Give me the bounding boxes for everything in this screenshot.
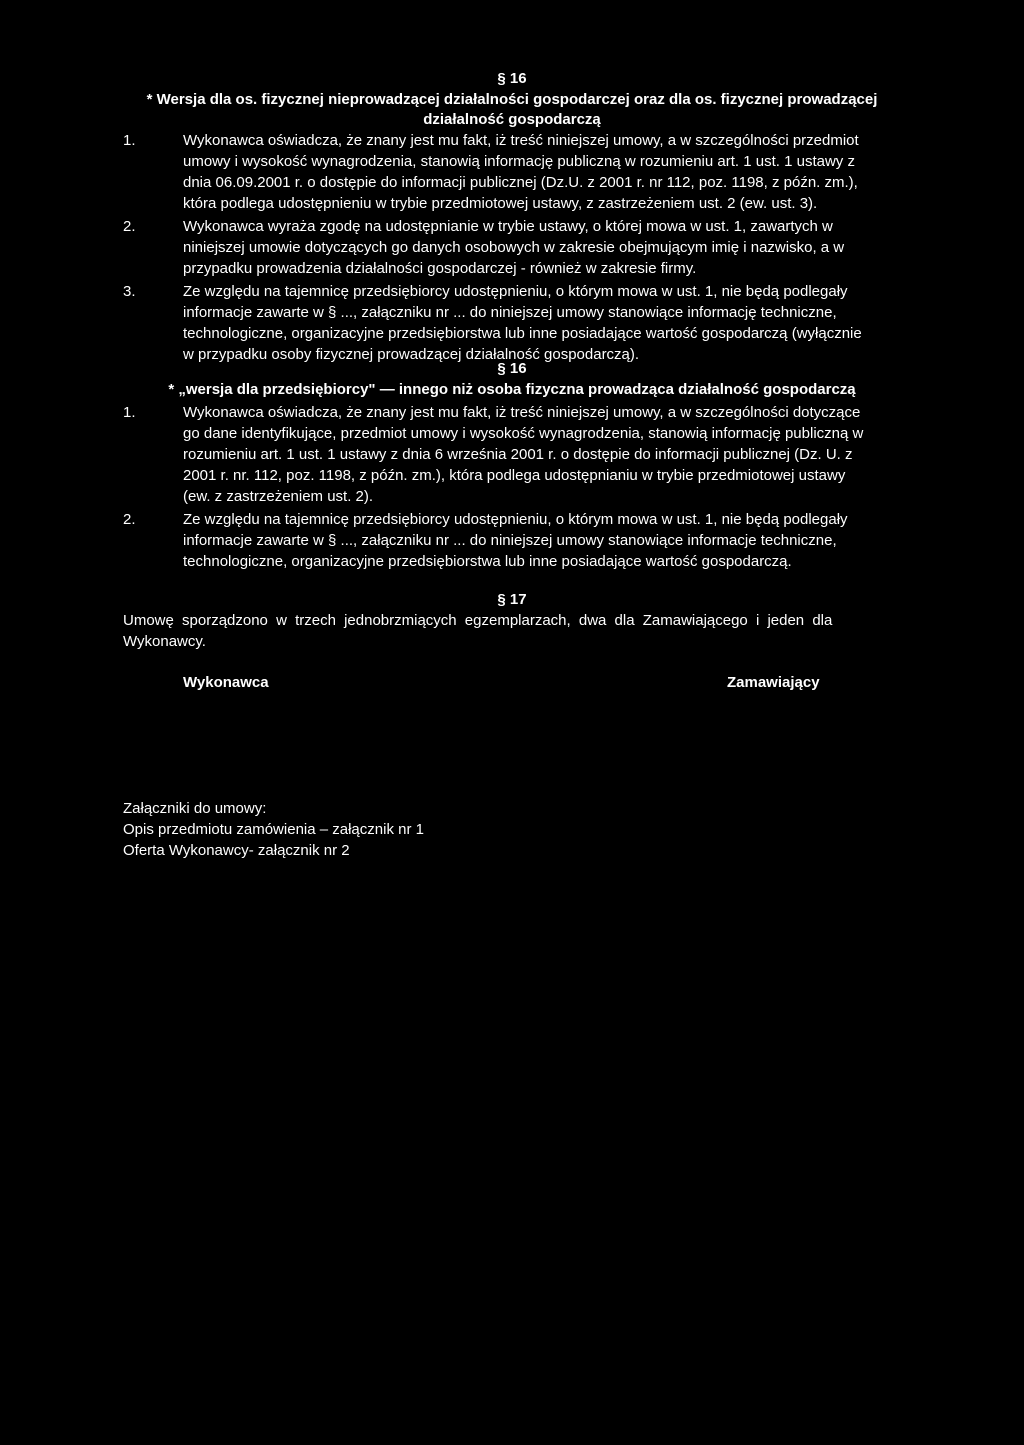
section-16a-item-2-line: przypadku prowadzenia działalności gospodarczej - również w zakresie firmy.	[183, 260, 697, 277]
section-16a-item-2-text	[183, 216, 899, 279]
section-16b-subheading: * „wersja dla przedsiębiorcy" — innego niż osoba fizyczna prowadząca działalność gospodarczą	[168, 381, 856, 398]
section-17-heading: § 17	[497, 591, 527, 608]
section-16b-item-2-text	[183, 509, 899, 572]
section-16a-item-3-number: 3.	[123, 283, 136, 300]
section-16a-item-3-line: w przypadku osoby fizycznej prowadzącej działalność gospodarczą).	[183, 346, 640, 363]
section-16b-item-1-number: 1.	[123, 404, 136, 421]
signature-contractor-label: Wykonawca	[183, 674, 269, 691]
section-16a-item-1-line: dnia 06.09.2001 r. o dostępie do informacji publicznej (Dz.U. z 2001 r. nr 112, poz. 1198, z późn. zm.),	[183, 174, 858, 191]
section-16a-item-3-line: informacje zawarte w § ..., załączniku nr ... do niniejszej umowy stanowiące informację techniczne,	[183, 304, 837, 321]
section-16b-item-2-line: technologiczne, organizacyjne przedsiębiorstwa lub inne posiadające wartość gospodarczą.	[183, 553, 792, 570]
section-16a-item-1-line: Wykonawca oświadcza, że znany jest mu fakt, iż treść niniejszej umowy, a w szczególności przedmiot	[183, 132, 859, 149]
section-16a-item-1-line: umowy i wysokość wynagrodzenia, stanowią informację publiczną w rozumieniu art. 1 ust. 1 ustawy z	[183, 153, 855, 170]
section-16b-item-1-text	[183, 402, 899, 507]
signature-ordering-party-label: Zamawiający	[727, 674, 820, 691]
section-16a-item-2-line: Wykonawca wyraża zgodę na udostępnianie w trybie ustawy, o której mowa w ust. 1, zawartych w	[183, 218, 833, 235]
section-16b-item-2-line: informacje zawarte w § ..., załączniku nr ... do niniejszej umowy stanowiące informacje techniczne,	[183, 532, 837, 549]
attachments-title: Załączniki do umowy:	[123, 800, 267, 817]
section-16a-item-3-text	[183, 281, 899, 365]
section-16b-item-1-line: 2001 r. nr. 112, poz. 1198, z późn. zm.), która podlega udostępnianiu w trybie przedmiotowej ustawy	[183, 467, 846, 484]
section-16a-item-3-line: technologiczne, organizacyjne przedsiębiorstwa lub inne posiadające wartość gospodarczą (wyłącznie	[183, 325, 862, 342]
section-16a-item-1-number: 1.	[123, 132, 136, 149]
section-16b-item-1-line: rozumieniu art. 1 ust. 1 ustawy z dnia 6 września 2001 r. o dostępie do informacji publicznej (Dz. U. z	[183, 446, 853, 463]
section-16b-item-2-number: 2.	[123, 511, 136, 528]
section-16a-item-2-line: niniejszej umowie dotyczących go danych osobowych w zakresie obejmującym imię i nazwisko, a w	[183, 239, 845, 256]
section-16a-subheading-line2: działalność gospodarczą	[423, 111, 601, 128]
section-16b-item-1-line: go dane identyfikujące, przedmiot umowy i wysokość wynagrodzenia, stanowią informację publiczną w	[183, 425, 864, 442]
section-16a-item-1-line: która podlega udostępnieniu w trybie przedmiotowej ustawy, z zastrzeżeniem ust. 2 (ew. ust. 3).	[183, 195, 818, 212]
section-16a-heading: § 16	[497, 70, 527, 87]
section-16b-item-2-line: Ze względu na tajemnicę przedsiębiorcy udostępnieniu, o którym mowa w ust. 1, nie będą podlegały	[183, 511, 848, 528]
section-16a-item-2-number: 2.	[123, 218, 136, 235]
section-16a-item-3-line: Ze względu na tajemnicę przedsiębiorcy udostępnieniu, o którym mowa w ust. 1, nie będą podlegały	[183, 283, 848, 300]
section-16b-heading: § 16	[497, 360, 527, 377]
section-17-text-line2: Wykonawcy.	[123, 633, 206, 650]
section-16b-item-1-line: Wykonawca oświadcza, że znany jest mu fakt, iż treść niniejszej umowy, a w szczególności dotyczące	[183, 404, 861, 421]
attachment-item: Opis przedmiotu zamówienia – załącznik nr 1	[123, 821, 424, 838]
section-16a-subheading-line1: * Wersja dla os. fizycznej nieprowadzącej działalności gospodarczej oraz dla os. fizycznej prowadzącej	[146, 91, 878, 108]
section-17-text-line1: Umowę sporządzono w trzech jednobrzmiących egzemplarzach, dwa dla Zamawiającego i jeden dla	[123, 612, 833, 629]
section-16a-item-1-text	[183, 130, 899, 214]
attachment-item: Oferta Wykonawcy- załącznik nr 2	[123, 842, 350, 859]
section-16b-item-1-line: (ew. z zastrzeżeniem ust. 2).	[183, 488, 374, 505]
